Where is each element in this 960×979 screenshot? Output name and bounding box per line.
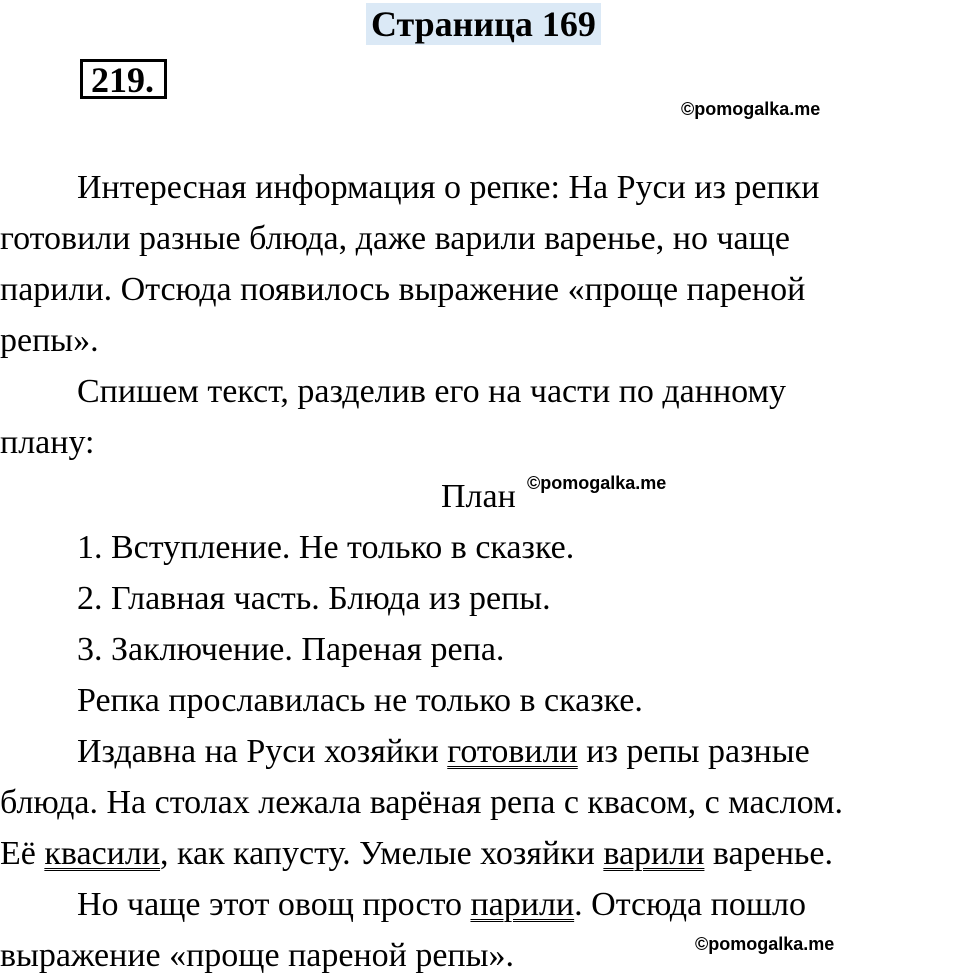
text-span: варенье. xyxy=(704,835,834,872)
underlined-verb: парили xyxy=(470,886,575,923)
instruction-line-1: Спишем текст, разделив его на части по данному xyxy=(77,373,787,410)
watermark-bottom: ©pomogalka.me xyxy=(695,934,835,954)
story-paragraph-2-line-1 xyxy=(77,732,810,772)
text-span: из репы разные xyxy=(577,733,810,770)
story-paragraph-3-line-2: выражение «проще пареной репы». xyxy=(0,937,514,974)
story-paragraph-3-line-1 xyxy=(77,885,806,925)
watermark-plan: ©pomogalka.me xyxy=(527,473,667,493)
story-paragraph-2-line-2: блюда. На столах лежала варёная репа с квасом, с маслом. xyxy=(0,784,843,821)
text-span: , как капусту. Умелые хозяйки xyxy=(160,835,604,872)
plan-title: План xyxy=(441,478,516,515)
intro-line-2: готовили разные блюда, даже варили варенье, но чаще xyxy=(0,220,790,257)
task-number-box: 219. xyxy=(80,59,167,99)
intro-line-4: репы». xyxy=(0,322,99,359)
text-span: . Отсюда пошло xyxy=(574,886,806,923)
intro-line-1: Интересная информация о репке: На Руси из репки xyxy=(77,169,820,206)
instruction-line-2: плану: xyxy=(0,424,95,461)
plan-item-1: 1. Вступление. Не только в сказке. xyxy=(77,529,575,566)
intro-line-3: парили. Отсюда появилось выражение «проще пареной xyxy=(0,271,806,308)
story-paragraph-1: Репка прославилась не только в сказке. xyxy=(77,682,643,719)
text-span: Издавна на Руси хозяйки xyxy=(77,733,448,770)
text-span: Её xyxy=(0,835,45,872)
plan-item-2: 2. Главная часть. Блюда из репы. xyxy=(77,580,551,617)
story-paragraph-2-line-3 xyxy=(0,834,833,874)
underlined-verb: варили xyxy=(603,835,705,872)
watermark-top: ©pomogalka.me xyxy=(681,99,821,119)
plan-item-3: 3. Заключение. Пареная репа. xyxy=(77,631,505,668)
underlined-verb: квасили xyxy=(44,835,161,872)
underlined-verb: готовили xyxy=(447,733,578,770)
text-span: Но чаще этот овощ просто xyxy=(77,886,471,923)
page-title: Страница 169 xyxy=(366,3,601,45)
